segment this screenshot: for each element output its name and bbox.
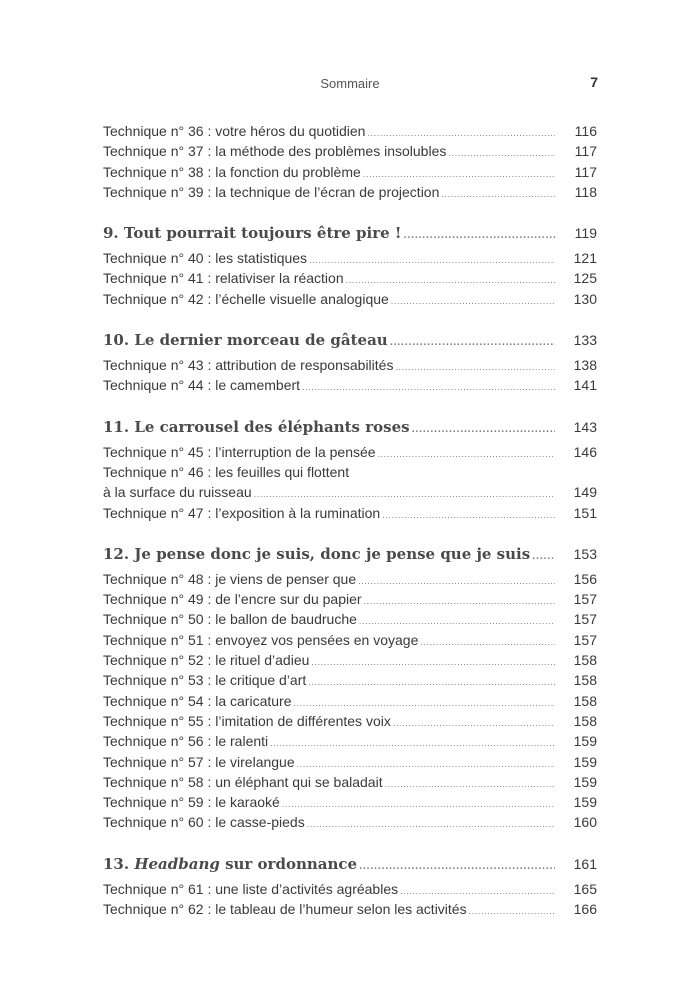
chapter-title — [103, 325, 388, 355]
dot-leader — [297, 754, 555, 774]
entry-title: Technique n° 38 : la fonction du problème — [103, 163, 361, 180]
entry-page-number: 138 — [573, 357, 597, 374]
toc-entry — [103, 812, 597, 832]
chapter-title-text: sur ordonnance — [219, 854, 358, 873]
entry-title: Technique n° 51 : envoyez vos pensées en voyage — [103, 631, 419, 648]
toc-entry — [103, 162, 597, 182]
toc-entry — [103, 121, 597, 141]
toc-entry — [103, 442, 597, 462]
chapter-title — [103, 218, 402, 248]
entry-page-number: 156 — [573, 570, 597, 587]
toc-entry — [103, 141, 597, 161]
dot-leader — [404, 221, 556, 251]
dot-leader — [302, 377, 555, 397]
toc-entry — [103, 609, 597, 629]
dot-leader — [390, 328, 555, 358]
entry-page-number: 159 — [573, 773, 597, 790]
entry-title: Technique n° 43 : attribution de responsabilités — [103, 357, 394, 374]
entry-page-number: 159 — [573, 733, 597, 750]
entry-title: Technique n° 56 : le ralenti — [103, 733, 269, 750]
entry-title: Technique n° 49 : de l’encre sur du papier — [103, 591, 362, 608]
dot-leader — [448, 143, 555, 163]
entry-title: à la surface du ruisseau — [103, 484, 252, 501]
entry-title: Technique n° 48 : je viens de penser que — [103, 570, 357, 587]
chapter-page-number: 143 — [573, 418, 597, 435]
entry-title: Technique n° 58 : un éléphant qui se baladait — [103, 773, 383, 790]
dot-leader — [311, 652, 555, 672]
entry-title: Technique n° 60 : le casse-pieds — [103, 814, 305, 831]
entry-page-number: 160 — [573, 814, 597, 831]
dot-leader — [367, 123, 555, 143]
toc-entry — [103, 731, 597, 751]
toc-entry — [103, 772, 597, 792]
entry-title: Technique n° 44 : le camembert — [103, 377, 301, 394]
entry-title: Technique n° 53 : le critique d’art — [103, 672, 307, 689]
dot-leader — [532, 542, 555, 572]
toc-entry — [103, 711, 597, 731]
entry-page-number: 158 — [573, 652, 597, 669]
dot-leader — [307, 814, 555, 834]
toc-entry — [103, 503, 597, 523]
toc-entry — [103, 589, 597, 609]
toc-entry — [103, 268, 597, 288]
chapter-title-text: Le carrousel des éléphants roses — [134, 417, 410, 436]
entry-page-number: 158 — [573, 692, 597, 709]
entry-title: Technique n° 61 : une liste d’activités agréables — [103, 880, 399, 897]
entry-title: Technique n° 42 : l’échelle visuelle analogique — [103, 290, 389, 307]
toc-entry — [103, 375, 597, 395]
entry-page-number: 146 — [573, 443, 597, 460]
entry-title: Technique n° 54 : la caricature — [103, 692, 292, 709]
entry-title: Technique n° 41 : relativiser la réaction — [103, 270, 344, 287]
chapter-number: 13. — [103, 854, 135, 873]
dot-leader — [393, 713, 555, 733]
toc-entry — [103, 182, 597, 202]
entry-title: Technique n° 57 : le virelangue — [103, 753, 295, 770]
chapter-title — [103, 849, 357, 879]
dot-leader — [391, 291, 555, 311]
entry-title: Technique n° 47 : l’exposition à la rumination — [103, 504, 381, 521]
toc-entry — [103, 289, 597, 309]
chapter-heading — [103, 218, 597, 248]
toc-entry — [103, 569, 597, 589]
entry-page-number: 117 — [574, 163, 597, 180]
entry-title: Technique n° 62 : le tableau de l’humeur selon les activités — [103, 901, 467, 918]
toc-entry — [103, 691, 597, 711]
chapter-title — [103, 412, 410, 442]
entry-page-number: 159 — [573, 794, 597, 811]
dot-leader — [363, 164, 555, 184]
toc-entry — [103, 899, 597, 919]
entry-page-number: 117 — [574, 143, 597, 160]
dot-leader — [358, 571, 555, 591]
entry-title: Technique n° 40 : les statistiques — [103, 250, 308, 267]
toc-section — [103, 218, 597, 309]
dot-leader — [254, 484, 555, 504]
chapter-number: 10. — [103, 331, 135, 350]
entry-page-number: 141 — [573, 377, 597, 394]
entry-page-number: 121 — [573, 250, 597, 267]
table-of-contents — [103, 121, 597, 935]
toc-section — [103, 121, 597, 202]
entry-page-number: 116 — [574, 123, 597, 139]
chapter-page-number: 133 — [573, 332, 597, 349]
entry-page-number: 157 — [573, 631, 597, 648]
toc-entry — [103, 670, 597, 690]
page-number: 7 — [590, 74, 598, 90]
toc-section — [103, 412, 597, 523]
dot-leader — [469, 901, 555, 921]
entry-page-number: 118 — [574, 183, 597, 200]
chapter-number: 11. — [103, 417, 135, 436]
entry-page-number: 130 — [573, 290, 597, 307]
dot-leader — [359, 852, 555, 882]
entry-title: Technique n° 45 : l’interruption de la pensée — [103, 443, 376, 460]
toc-entry — [103, 248, 597, 268]
dot-leader — [282, 794, 555, 814]
toc-entry — [103, 355, 597, 375]
entry-page-number: 165 — [573, 880, 597, 897]
chapter-heading — [103, 539, 597, 569]
toc-section — [103, 539, 597, 833]
entry-page-number: 166 — [573, 901, 597, 918]
toc-entry — [103, 630, 597, 650]
dot-leader — [385, 774, 555, 794]
chapter-page-number: 153 — [573, 545, 597, 562]
chapter-number: 12. — [103, 544, 135, 563]
chapter-title-text: Le dernier morceau de gâteau — [134, 331, 388, 350]
entry-title: Technique n° 59 : le karaoké — [103, 794, 280, 811]
entry-title: Technique n° 55 : l’imitation de différentes voix — [103, 712, 391, 729]
toc-entry — [103, 752, 597, 772]
toc-entry — [103, 792, 597, 812]
dot-leader — [309, 250, 555, 270]
entry-page-number: 151 — [573, 504, 597, 521]
chapter-heading — [103, 849, 597, 879]
chapter-title-text: Je pense donc je suis, donc je pense que je suis — [134, 544, 531, 563]
entry-title: Technique n° 46 : les feuilles qui flottent — [103, 463, 350, 480]
entry-title: Technique n° 36 : votre héros du quotidien — [103, 123, 366, 139]
toc-entry — [103, 879, 597, 899]
chapter-title — [103, 539, 530, 569]
entry-title: Technique n° 52 : le rituel d’adieu — [103, 652, 310, 669]
dot-leader — [441, 184, 555, 204]
dot-leader — [364, 591, 555, 611]
running-header-title: Sommaire — [320, 76, 380, 91]
toc-section — [103, 849, 597, 920]
dot-leader — [400, 881, 555, 901]
entry-page-number: 149 — [573, 484, 597, 501]
dot-leader — [308, 672, 555, 692]
entry-page-number: 159 — [573, 753, 597, 770]
chapter-page-number: 161 — [573, 855, 597, 872]
entry-page-number: 125 — [573, 270, 597, 287]
dot-leader — [346, 270, 555, 290]
entry-page-number: 158 — [573, 672, 597, 689]
chapter-heading — [103, 325, 597, 355]
dot-leader — [420, 632, 555, 652]
toc-entry — [103, 482, 597, 502]
entry-title: Technique n° 37 : la méthode des problèmes insolubles — [103, 143, 447, 160]
entry-page-number: 157 — [573, 591, 597, 608]
entry-page-number: 157 — [573, 611, 597, 628]
chapter-page-number: 119 — [574, 225, 597, 242]
dot-leader — [382, 505, 555, 525]
toc-section — [103, 325, 597, 396]
dot-leader — [395, 357, 555, 377]
chapter-heading — [103, 412, 597, 442]
entry-title: Technique n° 50 : le ballon de baudruche — [103, 611, 357, 628]
entry-title: Technique n° 39 : la technique de l’écran de projection — [103, 183, 440, 200]
chapter-title-text: Tout pourrait toujours être pire ! — [123, 224, 402, 243]
toc-entry — [103, 650, 597, 670]
toc-entry — [103, 462, 597, 482]
dot-leader — [294, 693, 556, 713]
dot-leader — [412, 415, 555, 445]
dot-leader — [378, 444, 555, 464]
chapter-number: 9. — [103, 224, 124, 243]
chapter-title-italic: Headbang — [134, 854, 220, 873]
dot-leader — [270, 733, 555, 753]
dot-leader — [359, 611, 555, 631]
entry-page-number: 158 — [573, 712, 597, 729]
